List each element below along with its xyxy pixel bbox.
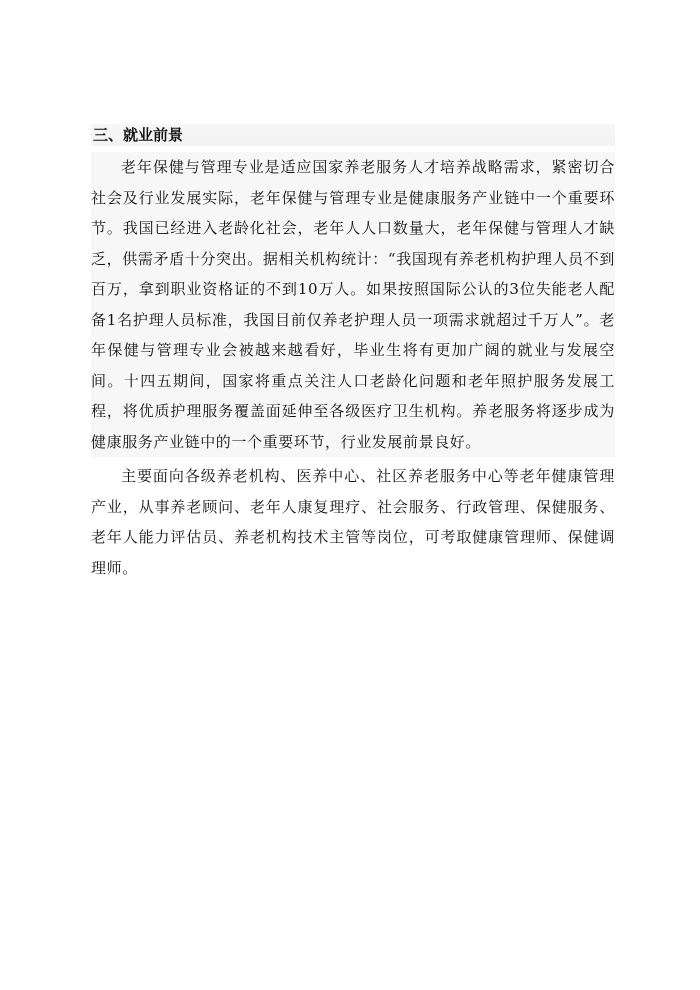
paragraph-industry-outlook: 老年保健与管理专业是适应国家养老服务人才培养战略需求，紧密切合社会及行业发展实际，老年保健与管理专业是健康服务产业链中一个重要环节。我国已经进入老龄化社会，老年人人口数量大，老年保健与管理人才缺乏，供需矛盾十分突出。据相关机构统计：“我国现有养老机构护理人员不到百万，拿到职业资格证的不到10万人。如果按照国际公认的3位失能老人配备1名护理人员标准，我国目前仅养老护理人员一项需求就超过千万人”。老年保健与管理专业会被越来越看好，毕业生将有更加广阔的就业与发展空间。十四五期间，国家将重点关注人口老龄化问题和老年照护服务发展工程，将优质护理服务覆盖面延伸至各级医疗卫生机构。养老服务将逐步成为健康服务产业链中的一个重要环节，行业发展前景良好。 xyxy=(91,152,615,457)
section-heading: 三、就业前景 xyxy=(91,124,615,146)
paragraph-career-directions: 主要面向各级养老机构、医养中心、社区养老服务中心等老年健康管理产业，从事养老顾问、老年人康复理疗、社会服务、行政管理、保健服务、老年人能力评估员、养老机构技术主管等岗位，可考取健康管理师、保健调理师。 xyxy=(91,467,615,577)
section-employment-prospects xyxy=(91,124,615,583)
